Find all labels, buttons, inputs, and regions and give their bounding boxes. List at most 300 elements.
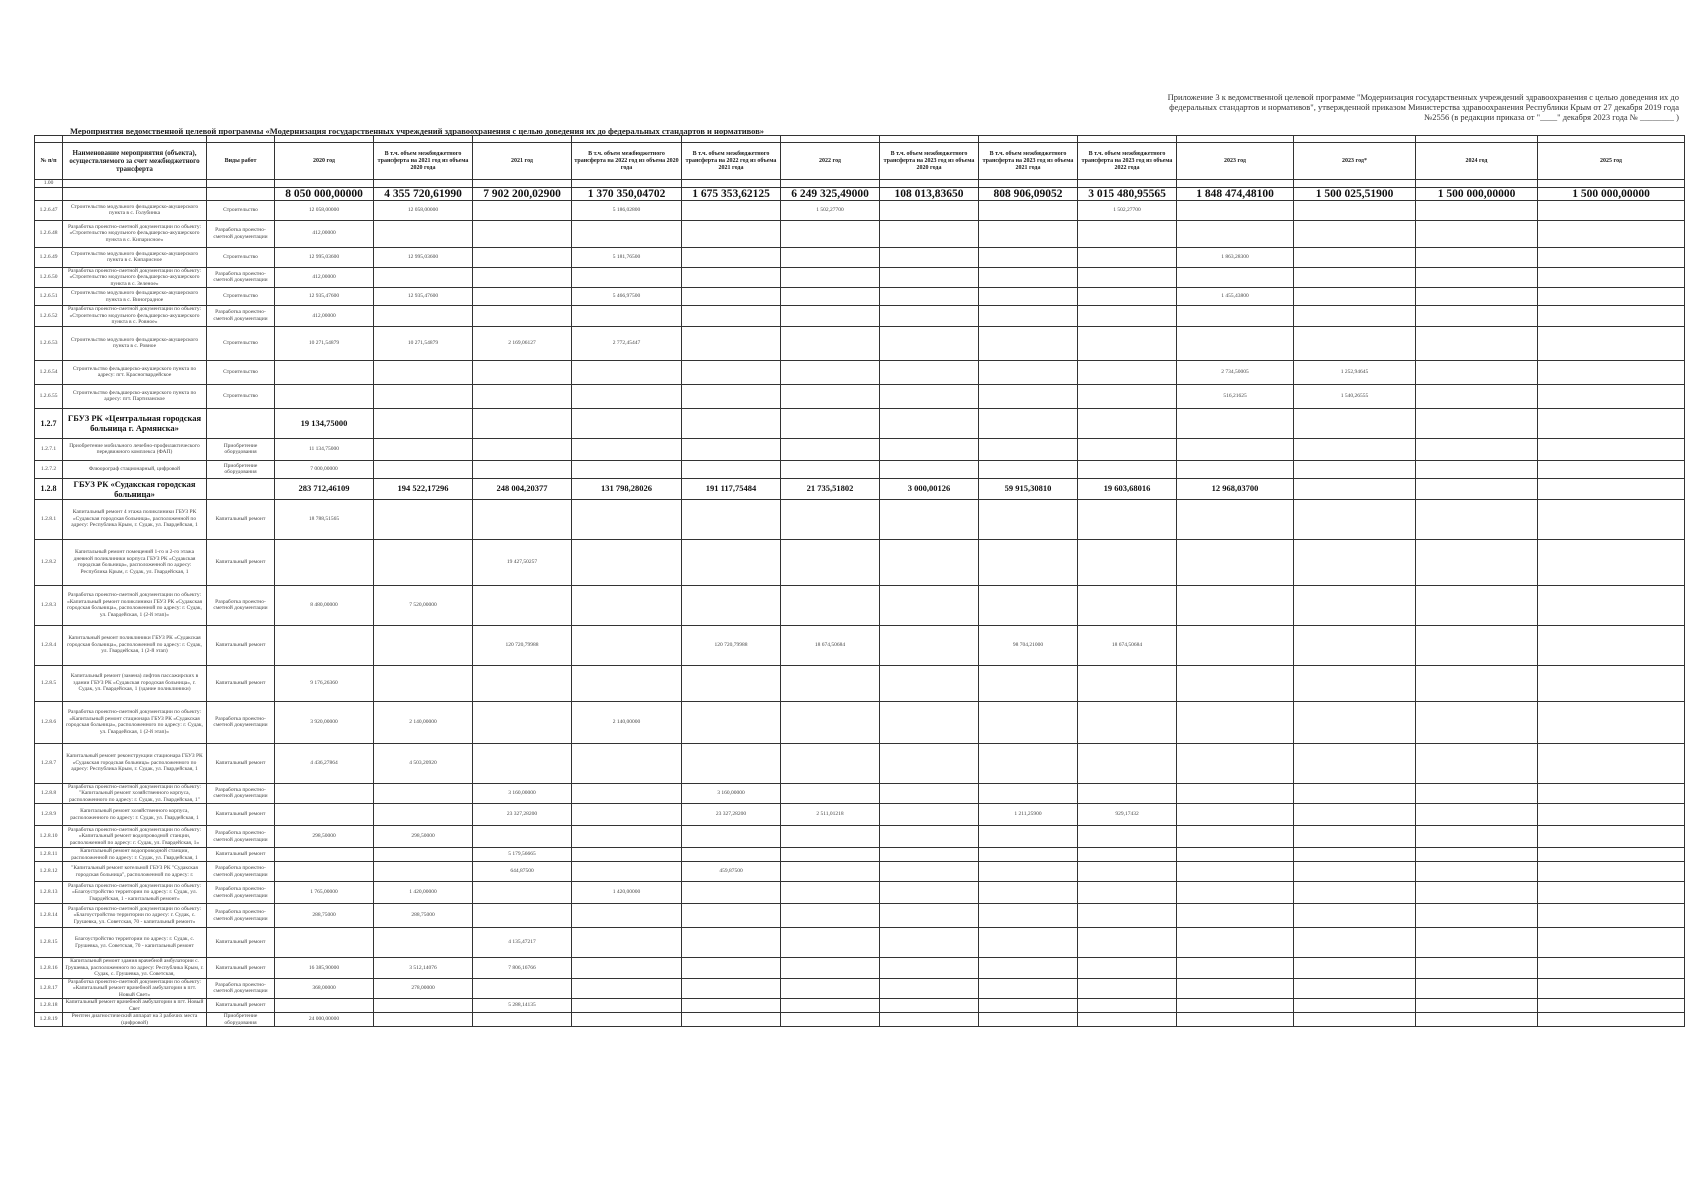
row-name-cell: Разработка проектно-сметной документации по объекту: «Капитальный ремонт поликлиники ГБУЗ РК «Судакская городская больница», расположенной по адресу: г. Судак, ул. Гвардейская, 1 (2-й этап)» (63, 585, 207, 625)
row-value-cell (572, 460, 682, 478)
row-value-cell (275, 848, 374, 862)
row-name-cell: Разработка проектно-сметной документации по объекту: «Строительство модульного фельдшерско-акушерского пункта в с. Кипарисное» (63, 220, 207, 247)
row-value-cell (473, 701, 572, 743)
document-title: Мероприятия ведомственной целевой программы «Модернизация государственных учреждений здравоохранения с целью доведения их до федеральных стандартов и нормативов» (70, 126, 765, 136)
row-value-cell: 459,87500 (682, 862, 781, 882)
row-value-cell (1078, 247, 1177, 267)
row-work-type-cell: Строительство (207, 247, 275, 267)
row-work-type-cell: Приобретение оборудования (207, 438, 275, 460)
row-value-cell: 120 720,79988 (682, 625, 781, 665)
table-row (35, 862, 1685, 882)
row-value-cell (374, 928, 473, 958)
row-value-cell (1177, 958, 1294, 979)
program-table-wrapper (34, 135, 1683, 1027)
row-name-cell: Капитальный ремонт поликлиники ГБУЗ РК «Судакская городская больница», расположенной по адресу: г. Судак, ул. Гвардейская, 1 (2-й этап) (63, 625, 207, 665)
col-header-number: № п/п (35, 143, 63, 180)
row-value-cell (1294, 220, 1416, 247)
row-value-cell: 1 502,27700 (781, 200, 880, 220)
row-value-cell (473, 904, 572, 928)
row-value-cell (572, 743, 682, 783)
row-value-cell (781, 408, 880, 438)
row-value-cell (1416, 267, 1538, 288)
row-value-cell (781, 958, 880, 979)
row-value-cell (1538, 539, 1685, 585)
row-value-cell (979, 408, 1078, 438)
row-value-cell (880, 408, 979, 438)
row-value-cell (1078, 826, 1177, 848)
row-value-cell: 19 427,50257 (473, 539, 572, 585)
row-value-cell: 278,00000 (374, 978, 473, 999)
row-value-cell (275, 539, 374, 585)
row-value-cell (374, 460, 473, 478)
row-value-cell (1416, 499, 1538, 539)
row-value-cell (979, 665, 1078, 701)
row-value-cell (572, 999, 682, 1013)
row-value-cell (1078, 978, 1177, 999)
row-name-cell: Строительство модульного фельдшерско-акушерского пункта в с. Голубинка (63, 200, 207, 220)
totals-row (35, 187, 1685, 200)
col-header-name: Наименование мероприятия (объекта), осуществляемого за счет межбюджетного трансферта (63, 143, 207, 180)
row-value-cell: 4 503,20920 (374, 743, 473, 783)
row-value-cell (682, 826, 781, 848)
row-value-cell (979, 326, 1078, 360)
row-value-cell (1416, 220, 1538, 247)
row-value-cell (880, 848, 979, 862)
row-value-cell (781, 499, 880, 539)
row-value-cell (473, 826, 572, 848)
row-value-cell (572, 904, 682, 928)
row-value-cell (473, 288, 572, 306)
row-value-cell (1416, 904, 1538, 928)
row-value-cell: 298,50000 (275, 826, 374, 848)
row-value-cell (682, 882, 781, 904)
row-name-cell: Разработка проектно-сметной документации по объекту: «Строительство модульного фельдшерско-акушерского пункта в с. Ровное» (63, 306, 207, 327)
row-value-cell (880, 928, 979, 958)
row-value-cell (1078, 904, 1177, 928)
row-value-cell (275, 384, 374, 408)
row-work-type-cell: Приобретение оборудования (207, 1013, 275, 1027)
row-value-cell (979, 1013, 1078, 1027)
group-row (35, 478, 1685, 499)
table-row (35, 826, 1685, 848)
col-header-2021: 2021 год (473, 143, 572, 180)
row-value-cell: 1 502,27700 (1078, 200, 1177, 220)
row-value-cell (1538, 326, 1685, 360)
table-row (35, 928, 1685, 958)
row-value-cell: 7 806,16766 (473, 958, 572, 979)
row-value-cell: 1 370 350,04702 (572, 187, 682, 200)
row-value-cell (1177, 267, 1294, 288)
row-value-cell (572, 625, 682, 665)
row-value-cell (1177, 826, 1294, 848)
row-value-cell (1294, 958, 1416, 979)
col-header-work-type: Виды работ (207, 143, 275, 180)
row-number-cell: 1.2.8.18 (35, 999, 63, 1013)
row-name-cell: Рентген диагностический аппарат на 3 рабочих места (цифровой) (63, 1013, 207, 1027)
row-name-cell: Разработка проектно-сметной документации по объекту: «Капитальный ремонт врачебной амбулатории в пгт. Новый Свет» (63, 978, 207, 999)
row-value-cell (1538, 384, 1685, 408)
row-value-cell (979, 999, 1078, 1013)
row-value-cell: 1 252,94645 (1294, 360, 1416, 384)
row-value-cell (1538, 701, 1685, 743)
row-value-cell (1078, 326, 1177, 360)
table-row (35, 220, 1685, 247)
table-row (35, 460, 1685, 478)
row-name-cell: Приобретение мобильного лечебно-профилактического передвижного комплекса (ФАП) (63, 438, 207, 460)
row-work-type-cell (207, 478, 275, 499)
row-number-cell: 1.2.8.12 (35, 862, 63, 882)
row-number-cell: 1.2.8.2 (35, 539, 63, 585)
row-value-cell (1416, 200, 1538, 220)
row-value-cell (1416, 743, 1538, 783)
row-value-cell: 18 788,51565 (275, 499, 374, 539)
row-value-cell (374, 1013, 473, 1027)
row-value-cell (572, 585, 682, 625)
row-value-cell (979, 958, 1078, 979)
row-value-cell (572, 267, 682, 288)
row-value-cell (979, 384, 1078, 408)
row-value-cell (880, 220, 979, 247)
row-value-cell (473, 247, 572, 267)
row-value-cell (1538, 978, 1685, 999)
row-value-cell (781, 360, 880, 384)
row-work-type-cell (207, 408, 275, 438)
row-value-cell (374, 306, 473, 327)
row-value-cell: 12 935,47600 (374, 288, 473, 306)
row-value-cell (1538, 478, 1685, 499)
row-work-type-cell (207, 187, 275, 200)
row-value-cell (1177, 882, 1294, 904)
row-value-cell: 16 385,90000 (275, 958, 374, 979)
row-value-cell (1078, 743, 1177, 783)
row-value-cell (880, 200, 979, 220)
col-header-2023: 2023 год (1177, 143, 1294, 180)
row-value-cell (1538, 862, 1685, 882)
row-value-cell: 808 906,09052 (979, 187, 1078, 200)
row-value-cell: 1 500 000,00000 (1538, 187, 1685, 200)
row-work-type-cell: Капитальный ремонт (207, 848, 275, 862)
row-value-cell (682, 928, 781, 958)
row-number-cell: 1.2.6.47 (35, 200, 63, 220)
row-value-cell (572, 438, 682, 460)
row-number-cell: 1.2.8.19 (35, 1013, 63, 1027)
row-number-cell: 1.2.8 (35, 478, 63, 499)
row-value-cell: 412,00000 (275, 267, 374, 288)
row-value-cell: 12 968,03700 (1177, 478, 1294, 499)
row-value-cell: 3 000,00126 (880, 478, 979, 499)
row-name-cell: Капитальный ремонт врачебной амбулатории в пгт. Новый Свет (63, 999, 207, 1013)
row-value-cell (1177, 180, 1294, 188)
row-value-cell (682, 360, 781, 384)
row-value-cell (1538, 408, 1685, 438)
row-value-cell (1294, 862, 1416, 882)
row-number-cell: 1.2.6.54 (35, 360, 63, 384)
row-value-cell (374, 360, 473, 384)
row-value-cell (1294, 701, 1416, 743)
row-value-cell (781, 438, 880, 460)
row-value-cell (572, 180, 682, 188)
row-value-cell (1177, 701, 1294, 743)
row-value-cell: 5 466,97500 (572, 288, 682, 306)
row-work-type-cell: Разработка проектно-сметной документации (207, 267, 275, 288)
row-value-cell: 1 863,28300 (1177, 247, 1294, 267)
row-value-cell: 7 520,00000 (374, 585, 473, 625)
row-number-cell: 1.2.8.11 (35, 848, 63, 862)
row-value-cell: 412,00000 (275, 306, 374, 327)
row-value-cell (979, 180, 1078, 188)
row-name-cell: Разработка проектно-сметной документации по объекту: «Капитальный ремонт водопроводной станции, расположенной по адресу: г. Судак, ул. Гвардейская, 1» (63, 826, 207, 848)
row-number-cell: 1.2.8.8 (35, 783, 63, 804)
row-value-cell (880, 460, 979, 478)
row-work-type-cell: Капитальный ремонт (207, 958, 275, 979)
row-value-cell (275, 804, 374, 826)
row-value-cell (1078, 460, 1177, 478)
row-value-cell: 516,21625 (1177, 384, 1294, 408)
row-value-cell (374, 267, 473, 288)
row-value-cell (682, 460, 781, 478)
row-value-cell (374, 665, 473, 701)
row-value-cell (880, 360, 979, 384)
row-value-cell: 12 995,03600 (374, 247, 473, 267)
row-value-cell (880, 438, 979, 460)
row-value-cell: 21 735,51802 (781, 478, 880, 499)
row-value-cell (880, 180, 979, 188)
row-value-cell (979, 288, 1078, 306)
row-value-cell (1538, 200, 1685, 220)
row-work-type-cell: Капитальный ремонт (207, 928, 275, 958)
row-value-cell: 12 058,00000 (374, 200, 473, 220)
row-value-cell (1177, 408, 1294, 438)
row-value-cell (682, 848, 781, 862)
row-value-cell (572, 1013, 682, 1027)
row-number-cell: 1.2.7.2 (35, 460, 63, 478)
row-value-cell: 98 704,21000 (979, 625, 1078, 665)
row-value-cell (1177, 220, 1294, 247)
row-value-cell (880, 882, 979, 904)
row-value-cell: 2 169,06127 (473, 326, 572, 360)
row-value-cell: 3 160,00000 (682, 783, 781, 804)
row-value-cell (1294, 978, 1416, 999)
row-value-cell (275, 783, 374, 804)
row-name-cell: Разработка проектно-сметной документации по объекту: «Капитальный ремонт стационара ГБУЗ РК «Судакская городская больница», расположенного по адресу: г. Судак, ул. Гвардейская, 1 (2-й этап)» (63, 701, 207, 743)
row-value-cell (1416, 862, 1538, 882)
row-value-cell (1078, 306, 1177, 327)
row-value-cell (1177, 783, 1294, 804)
row-value-cell (682, 665, 781, 701)
row-value-cell (1538, 360, 1685, 384)
row-value-cell (781, 904, 880, 928)
row-value-cell (781, 783, 880, 804)
row-value-cell (781, 848, 880, 862)
row-value-cell (374, 180, 473, 188)
col-header-transfer-2023-from-2021: В т.ч. объем межбюджетного трансферта на 2023 год из объема 2021 года (979, 143, 1078, 180)
row-value-cell (473, 882, 572, 904)
row-value-cell (1177, 862, 1294, 882)
row-value-cell (781, 665, 880, 701)
row-value-cell (1416, 701, 1538, 743)
row-value-cell: 10 271,54879 (275, 326, 374, 360)
row-value-cell (1538, 928, 1685, 958)
row-value-cell (781, 247, 880, 267)
table-header-row (35, 143, 1685, 180)
row-number-cell: 1.2.8.6 (35, 701, 63, 743)
row-value-cell (473, 438, 572, 460)
row-number-cell: 1.2.6.52 (35, 306, 63, 327)
row-value-cell (1538, 438, 1685, 460)
row-value-cell: 6 249 325,49000 (781, 187, 880, 200)
row-number-cell: 1.2.6.51 (35, 288, 63, 306)
row-value-cell: 4 436,27864 (275, 743, 374, 783)
row-value-cell (275, 928, 374, 958)
row-value-cell: 929,17432 (1078, 804, 1177, 826)
row-work-type-cell: Капитальный ремонт (207, 999, 275, 1013)
row-value-cell (1078, 499, 1177, 539)
row-number-cell: 1.2.6.55 (35, 384, 63, 408)
table-row (35, 326, 1685, 360)
row-name-cell: Флюорограф стационарный, цифровой (63, 460, 207, 478)
row-value-cell (1078, 928, 1177, 958)
row-value-cell: 1 540,26555 (1294, 384, 1416, 408)
row-value-cell (1177, 625, 1294, 665)
row-value-cell (572, 958, 682, 979)
row-value-cell (781, 1013, 880, 1027)
table-row (35, 848, 1685, 862)
row-value-cell (1538, 460, 1685, 478)
row-value-cell (1078, 220, 1177, 247)
row-name-cell: Разработка проектно-сметной документации по объекту: "Капитальный ремонт хозяйственного корпуса, расположенного по адресу: г. Судак, ул. Гвардейская, 1" (63, 783, 207, 804)
row-value-cell (979, 267, 1078, 288)
row-value-cell (682, 743, 781, 783)
row-name-cell (63, 180, 207, 188)
col-header-2022: 2022 год (781, 143, 880, 180)
row-value-cell (1538, 882, 1685, 904)
row-value-cell (374, 539, 473, 585)
row-value-cell (979, 460, 1078, 478)
row-value-cell (1416, 408, 1538, 438)
row-value-cell (1416, 360, 1538, 384)
row-value-cell: 2 140,00000 (374, 701, 473, 743)
row-name-cell: Капитальный ремонт 4 этажа поликлиники ГБУЗ РК «Судакская городская больница», расположенной по адресу: Республика Крым, г. Судак, ул. Гвардейская, 1 (63, 499, 207, 539)
row-name-cell (63, 187, 207, 200)
row-value-cell (979, 438, 1078, 460)
row-value-cell (1538, 804, 1685, 826)
row-value-cell: 7 000,00000 (275, 460, 374, 478)
row-value-cell (1294, 585, 1416, 625)
row-value-cell (473, 200, 572, 220)
row-value-cell (781, 701, 880, 743)
row-value-cell (781, 743, 880, 783)
table-row (35, 804, 1685, 826)
row-value-cell (1177, 743, 1294, 783)
table-row (35, 180, 1685, 188)
row-name-cell: Строительство модульного фельдшерско-акушерского пункта в с. Виноградное (63, 288, 207, 306)
row-work-type-cell: Разработка проектно-сметной документации (207, 220, 275, 247)
row-work-type-cell: Строительство (207, 288, 275, 306)
table-row (35, 539, 1685, 585)
row-value-cell (374, 438, 473, 460)
row-value-cell (781, 585, 880, 625)
row-work-type-cell: Разработка проектно-сметной документации (207, 882, 275, 904)
row-work-type-cell: Капитальный ремонт (207, 804, 275, 826)
row-value-cell (1294, 539, 1416, 585)
row-value-cell (1294, 267, 1416, 288)
row-number-cell: 1.2.8.14 (35, 904, 63, 928)
row-value-cell (1177, 499, 1294, 539)
row-value-cell (572, 665, 682, 701)
row-value-cell (1177, 438, 1294, 460)
row-value-cell (781, 306, 880, 327)
row-value-cell (979, 862, 1078, 882)
row-value-cell: 283 712,46109 (275, 478, 374, 499)
row-value-cell (275, 625, 374, 665)
row-value-cell (1538, 180, 1685, 188)
row-value-cell (374, 408, 473, 438)
table-row (35, 585, 1685, 625)
row-value-cell (979, 848, 1078, 862)
row-value-cell (781, 180, 880, 188)
row-value-cell (682, 220, 781, 247)
row-value-cell (979, 200, 1078, 220)
row-value-cell (1538, 499, 1685, 539)
row-value-cell (880, 783, 979, 804)
row-name-cell: Строительство фельдшерско-акушерского пункта по адресу: пгт. Партизанское (63, 384, 207, 408)
row-work-type-cell: Капитальный ремонт (207, 499, 275, 539)
row-value-cell (682, 904, 781, 928)
row-value-cell (1078, 848, 1177, 862)
row-value-cell: 19 134,75000 (275, 408, 374, 438)
row-value-cell (1294, 804, 1416, 826)
row-value-cell (1416, 180, 1538, 188)
row-value-cell (1416, 1013, 1538, 1027)
row-value-cell (880, 585, 979, 625)
row-value-cell (1177, 999, 1294, 1013)
row-value-cell (880, 306, 979, 327)
row-value-cell (781, 999, 880, 1013)
row-value-cell: 5 288,14135 (473, 999, 572, 1013)
row-value-cell (374, 783, 473, 804)
row-value-cell (1294, 326, 1416, 360)
table-row (35, 1013, 1685, 1027)
row-value-cell: 7 902 200,02900 (473, 187, 572, 200)
row-value-cell (979, 904, 1078, 928)
row-value-cell (1538, 247, 1685, 267)
row-work-type-cell: Разработка проектно-сметной документации (207, 862, 275, 882)
table-body (35, 180, 1685, 1027)
row-value-cell (682, 438, 781, 460)
row-work-type-cell: Строительство (207, 200, 275, 220)
row-value-cell (880, 539, 979, 585)
row-value-cell (1078, 882, 1177, 904)
row-number-cell (35, 187, 63, 200)
row-value-cell: 3 015 480,95565 (1078, 187, 1177, 200)
table-row (35, 384, 1685, 408)
row-value-cell (1538, 288, 1685, 306)
row-value-cell: 12 995,03600 (275, 247, 374, 267)
row-value-cell (682, 1013, 781, 1027)
row-value-cell (1294, 904, 1416, 928)
row-value-cell (979, 539, 1078, 585)
table-row (35, 267, 1685, 288)
row-value-cell (275, 999, 374, 1013)
row-value-cell (1294, 826, 1416, 848)
row-value-cell (473, 499, 572, 539)
row-value-cell: 1 211,25900 (979, 804, 1078, 826)
row-value-cell (880, 862, 979, 882)
row-value-cell (275, 360, 374, 384)
row-value-cell (880, 499, 979, 539)
row-value-cell (682, 247, 781, 267)
row-value-cell (572, 978, 682, 999)
